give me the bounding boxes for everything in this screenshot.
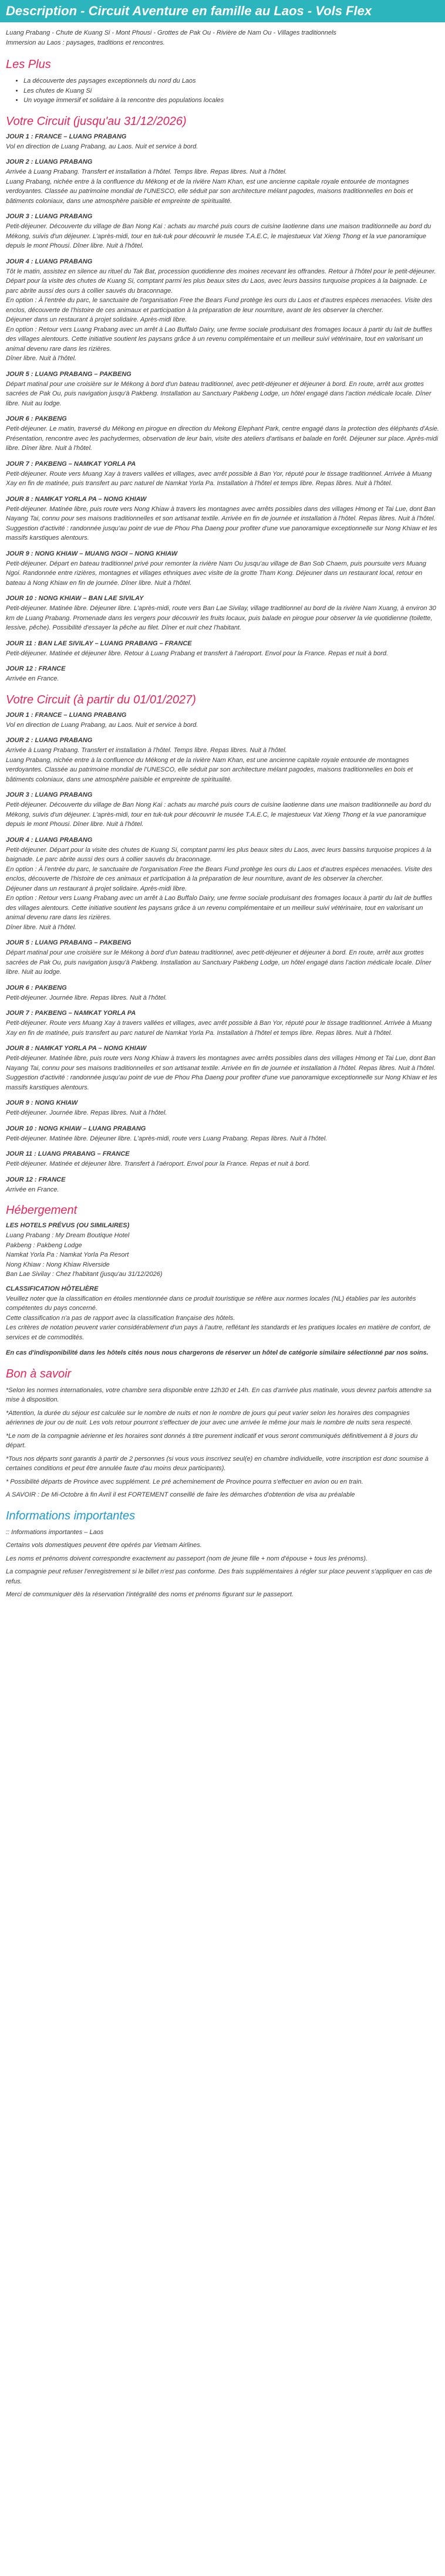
day-description: Petit-déjeuner. Route vers Muang Xay à travers vallées et villages, avec arrêt possible à Ban Yor, réputé pour le tissage traditionnel. Arrivée à Muang Xay en fin de matinée, puis transfert au parc naturel de Namkat Yorla Pa. Installation à l'hôtel et temps libre. Repas libres. Nuit à l'hôtel. <box>6 470 432 487</box>
day-title: JOUR 12 : FRANCE <box>6 665 66 672</box>
day-title: JOUR 6 : PAKBENG <box>6 415 67 422</box>
day-title: JOUR 8 : NAMKAT YORLA PA – NONG KHIAW <box>6 1045 147 1052</box>
day-title: JOUR 6 : PAKBENG <box>6 984 67 991</box>
day-description: Petit-déjeuner. Matinée libre, puis route vers Nong Khiaw à travers les montagnes avec arrêts possibles dans des villages Hmong et Tai Lue, dont Ban Nayang Tai, connu pour ses maisons traditionnelles et son artisanat textile. Arrivée en fin de journée et installation à l'hôtel. Repas libres. Nuit à l'hôtel. Suggestion d'activité : randonnée jusqu'au point de vue de Phou Pha Daeng pour profiter d'une vue panoramique exceptionnelle sur Nong Khiaw et les massifs karstiques alentours. <box>6 1055 437 1091</box>
day-description: Petit-déjeuner. Matinée et déjeuner libre. Retour à Luang Prabang et transfert à l'aéroport. Envol pour la France. Repas et nuit à bord. <box>6 649 389 657</box>
info-note: Certains vols domestiques peuvent être opérés par Vietnam Airlines. <box>6 1542 202 1549</box>
day-block <box>6 1045 439 1092</box>
bon-note: *Attention, la durée du séjour est calculée sur le nombre de nuits et non le nombre de jours qui peut varier selon les horaires des compagnies aériennes de jour ou de nuit. Les vols retour pourront s'effectuer de jour avec une arrivée le même jour mais le nombre de nuits sera respecté. <box>6 1409 413 1426</box>
day-description: Petit-déjeuner. Départ pour la visite des chutes de Kuang Si, comptant parmi les plus beaux sites du Laos, avec leurs bassins turquoise propices à la baignade. Le parc abrite aussi des ours à collier sauvés du braconnage. En option : À l'entrée du parc, le sanctuaire de l'organisation Free the Bears Fund protège les ours du Laos et d'autres espèces menacées. Visite des enclos, découverte de l'histoire de ces animaux et participation à la préparation de leur nourriture, avant de les observer la chercher. Déjeuner dans un restaurant à projet solidaire. Après-midi libre. En option : Retour vers Luang Prabang avec un arrêt à Lao Buffalo Dairy, une ferme sociale produisant des fromages locaux à partir du lait de buffles des villages alentours. Cette initiative soutient les paysans grâce à un revenu complémentaire et un meilleur suivi vétérinaire, tout en valorisant un animal devenu rare dans les rizières. Dîner libre. Nuit à l'hôtel. <box>6 846 433 931</box>
day-title: JOUR 1 : FRANCE – LUANG PRABANG <box>6 133 127 140</box>
day-block <box>6 665 439 684</box>
day-description: Arrivée à Luang Prabang. Transfert et installation à l'hôtel. Temps libre. Repas libres. Nuit à l'hôtel. Luang Prabang, nichée entre à la confluence du Mékong et de la rivière Nam Khan, est une ancienne capitale royale entourée de montagnes verdoyantes. Classée au patrimoine mondial de l'UNESCO, elle séduit par son architecture mélant pagodes, maisons traditionnelles en bois et bâtiments coloniaux, dans une atmosphère paisible et empreinte de spiritualité. <box>6 168 413 205</box>
infos-heading: Informations importantes <box>6 1509 136 1522</box>
day-block <box>6 1125 439 1144</box>
day-title: JOUR 3 : LUANG PRABANG <box>6 213 93 220</box>
day-title: JOUR 12 : FRANCE <box>6 1176 66 1183</box>
day-title: JOUR 2 : LUANG PRABANG <box>6 737 93 744</box>
bon-note: * Possibilité départs de Province avec supplément. Le pré acheminement de Province pourra s'effectuer en avion ou en train. <box>6 1478 363 1485</box>
day-block <box>6 737 439 784</box>
day-block <box>6 1010 439 1038</box>
plus-heading: Les Plus <box>6 58 51 71</box>
availability-note: En cas d'indisponibilité dans les hôtels cités nous nous chargerons de réserver un hôtel de catégorie similaire sélectionné par nos soins. <box>6 1349 429 1356</box>
day-title: JOUR 7 : PAKBENG – NAMKAT YORLA PA <box>6 1010 136 1017</box>
info-note: Les noms et prénoms doivent correspondre exactement au passeport (nom de jeune fille + nom d'épouse + tous les prénoms). <box>6 1555 368 1562</box>
hotels-title: LES HOTELS PRÉVUS (OU SIMILAIRES) <box>6 1222 130 1229</box>
day-description: Petit-déjeuner. Route vers Muang Xay à travers vallées et villages, avec arrêt possible à Ban Yor, réputé pour le tissage traditionnel. Arrivée à Muang Xay en fin de matinée, puis transfert au parc naturel de Namkat Yorla Pa. Installation à l'hôtel et temps libre. Repas libres. Nuit à l'hôtel. <box>6 1020 432 1037</box>
classification-title: CLASSIFICATION HÔTELIÈRE <box>6 1285 99 1292</box>
day-block <box>6 550 439 588</box>
day-description: Petit-déjeuner. Matinée libre, puis route vers Nong Khiaw à travers les montagnes avec arrêts possibles dans des villages Hmong et Tai Lue, dont Ban Nayang Tai, connu pour ses maisons traditionnelles et son artisanat textile. Arrivée en fin de journée et installation à l'hôtel. Repas libres. Nuit à l'hôtel. Suggestion d'activité : randonnée jusqu'au point de vue de Phou Pha Daeng pour profiter d'une vue panoramique exceptionnelle sur Nong Khiaw et les massifs karstiques alentours. <box>6 505 437 541</box>
day-description: Petit-déjeuner. Départ en bateau traditionnel privé pour remonter la rivière Nam Ou jusqu'au village de Ban Sob Chaem, puis poursuite vers Muang Ngoi. Randonnée entre rizières, montagnes et villages ethniques avec visite de la grotte Tham Kong. Déjeuner dans un restaurant local, retour en bateau à Nong Khiaw en fin de journée. Dîner libre. Nuit à l'hôtel. <box>6 560 426 587</box>
plus-item: • La découverte des paysages exceptionnels du nord du Laos <box>23 76 445 86</box>
day-block <box>6 496 439 543</box>
day-block <box>6 158 439 206</box>
day-title: JOUR 1 : FRANCE – LUANG PRABANG <box>6 711 127 719</box>
circuit2-heading: Votre Circuit (à partir du 01/01/2027) <box>6 693 196 706</box>
day-block <box>6 984 439 1003</box>
plus-list <box>0 76 445 106</box>
day-title: JOUR 11 : BAN LAE SIVILAY – LUANG PRABANG – FRANCE <box>6 639 192 647</box>
day-block <box>6 1176 439 1195</box>
day-block <box>6 595 439 633</box>
day-title: JOUR 5 : LUANG PRABANG – PAKBENG <box>6 939 132 946</box>
intro-text: Luang Prabang - Chute de Kuang Si - Mont Phousi - Grottes de Pak Ou - Rivière de Nam Ou - Villages traditionnels Immersion au Laos : paysages, traditions et rencontres. <box>6 29 336 46</box>
day-description: Arrivée en France. <box>6 1186 59 1193</box>
bon-note: *Selon les normes internationales, votre chambre sera disponible entre 12h30 et 14h. En cas d'arrivée plus matinale, vous devrez parfois attendre sa mise à disposition. <box>6 1386 431 1403</box>
day-description: Vol en direction de Luang Prabang, au Laos. Nuit et service à bord. <box>6 721 198 729</box>
day-block <box>6 640 439 659</box>
circuit1-days <box>0 133 445 684</box>
info-note: La compagnie peut refuser l'enregistrement si le billet n'est pas conforme. Des frais supplémentaires à régler sur place peuvent s'appliquer en cas de refus. <box>6 1568 432 1585</box>
day-title: JOUR 7 : PAKBENG – NAMKAT YORLA PA <box>6 460 136 468</box>
day-title: JOUR 2 : LUANG PRABANG <box>6 158 93 165</box>
day-block <box>6 939 439 977</box>
day-block <box>6 1099 439 1118</box>
day-block <box>6 837 439 933</box>
plus-item: • Les chutes de Kuang Si <box>23 86 445 96</box>
day-description: Petit-déjeuner. Journée libre. Repas libres. Nuit à l'hôtel. <box>6 1109 167 1116</box>
day-description: Petit-déjeuner. Journée libre. Repas libres. Nuit à l'hôtel. <box>6 994 167 1001</box>
day-title: JOUR 10 : NONG KHIAW – LUANG PRABANG <box>6 1125 146 1132</box>
day-description: Arrivée à Luang Prabang. Transfert et installation à l'hôtel. Temps libre. Repas libres. Nuit à l'hôtel. Luang Prabang, nichée entre à la confluence du Mékong et de la rivière Nam Khan, est une ancienne capitale royale entourée de montagnes verdoyantes. Classée au patrimoine mondial de l'UNESCO, elle séduit par son architecture mélant pagodes, maisons traditionnelles en bois et bâtiments coloniaux, dans une atmosphère paisible et empreinte de spiritualité. <box>6 747 413 783</box>
day-description: Petit-déjeuner. Découverte du village de Ban Nong Kai : achats au marché puis cours de cuisine laotienne dans une maison traditionnelle au bord du Mékong, suivis d'un déjeuner. L'après-midi, tour en tuk-tuk pour découvrir le musée T.A.E.C, le majestueux Vat Xieng Thong et la vue panoramique depuis le mont Phousi. Dîner libre. Nuit à l'hôtel. <box>6 223 431 249</box>
hebergement-heading: Hébergement <box>6 1204 77 1217</box>
day-block <box>6 791 439 830</box>
page-title: Description - Circuit Aventure en famille au Laos - Vols Flex <box>0 0 445 22</box>
day-title: JOUR 3 : LUANG PRABANG <box>6 791 93 798</box>
day-description: Petit-déjeuner. Matinée libre. Déjeuner libre. L'après-midi, route vers Luang Prabang. Repas libres. Nuit à l'hôtel. <box>6 1135 328 1142</box>
day-description: Vol en direction de Luang Prabang, au Laos. Nuit et service à bord. <box>6 143 198 150</box>
circuit2-days <box>0 712 445 1195</box>
info-note: Merci de communiquer dès la réservation l'intégralité des noms et prénoms figurant sur le passeport. <box>6 1591 294 1598</box>
day-description: Petit-déjeuner. Découverte du village de Ban Nong Kai : achats au marché puis cours de cuisine laotienne dans une maison traditionnelle au bord du Mékong, suivis d'un déjeuner. L'après-midi, tour en tuk-tuk pour découvrir le musée T.A.E.C, le majestueux Vat Xieng Thong et la vue panoramique depuis le mont Phousi. Dîner libre. Nuit à l'hôtel. <box>6 801 431 828</box>
day-title: JOUR 4 : LUANG PRABANG <box>6 258 93 265</box>
day-description: Petit-déjeuner. Matinée et déjeuner libre. Transfert à l'aéroport. Envol pour la France. Repas et nuit à bord. <box>6 1160 311 1167</box>
day-title: JOUR 10 : NONG KHIAW – BAN LAE SIVILAY <box>6 595 144 602</box>
day-title: JOUR 9 : NONG KHIAW – MUANG NGOI – NONG KHIAW <box>6 550 178 557</box>
day-title: JOUR 5 : LUANG PRABANG – PAKBENG <box>6 370 132 378</box>
day-block <box>6 371 439 409</box>
day-block <box>6 712 439 730</box>
day-description: Départ matinal pour une croisière sur le Mékong à bord d'un bateau traditionnel, avec petit-déjeuner et déjeuner à bord. En route, arrêt aux grottes sacrées de Pak Ou, puis navigation jusqu'à Pakbeng. Installation au Sanctuary Pakbeng Lodge, un hôtel engagé dans l'action médicale locale. Dîner libre. Nuit au lodge. <box>6 380 431 407</box>
day-block <box>6 258 439 364</box>
bon-note: *Tous nos départs sont garantis à partir de 2 personnes (si vous vous inscrivez seul(e) en chambre individuelle, votre inscription est donc soumise à certaines conditions et peut être annulée faute d'au moins deux participants). <box>6 1455 429 1472</box>
plus-item: • Un voyage immersif et solidaire à la rencontre des populations locales <box>23 96 445 106</box>
bon-note: *Le nom de la compagnie aérienne et les horaires sont donnés à titre purement indicatif et vous seront communiqués définitivement à 8 jours du départ. <box>6 1432 418 1449</box>
day-title: JOUR 4 : LUANG PRABANG <box>6 836 93 844</box>
day-block <box>6 213 439 251</box>
classification-text: Veuillez noter que la classification en étoiles mentionnée dans ce produit touristique se réfère aux normes locales (NL) établies par les autorités compétentes du pays concerné. Cette classification n'a pas de rapport avec la classification française des hôtels. Les critères de notation peuvent varier considérablement d'un pays à l'autre, reflétant les standards et les pratiques locales en matière de confort, de services et de commodités. <box>6 1295 431 1341</box>
day-title: JOUR 8 : NAMKAT YORLA PA – NONG KHIAW <box>6 495 147 503</box>
day-description: Petit-déjeuner. Matinée libre. Déjeuner libre. L'après-midi, route vers Ban Lae Sivilay, village traditionnel au bord de la rivière Nam Xuang, à environ 30 km de Luang Prabang. Promenade dans les vergers pour découvrir les fruits locaux, puis balade en pirogue pour observer la vie quotidienne (toilette, lessive, pêche). Possibilité d'essayer la pêche au filet. Dîner et nuit chez l'habitant. <box>6 605 436 631</box>
day-title: JOUR 9 : NONG KHIAW <box>6 1099 78 1106</box>
day-block <box>6 415 439 453</box>
circuit1-heading: Votre Circuit (jusqu'au 31/12/2026) <box>6 114 187 128</box>
hotels-list: Luang Prabang : My Dream Boutique Hotel Pakbeng : Pakbeng Lodge Namkat Yorla Pa : Namkat Yorla Pa Resort Nong Khiaw : Nong Khiaw Riverside Ban Lae Sivilay : Chez l'habitant (jusqu'au 31/12/2026) <box>6 1232 163 1278</box>
bon-a-savoir-heading: Bon à savoir <box>6 1367 72 1380</box>
day-block <box>6 1150 439 1169</box>
day-description: Départ matinal pour une croisière sur le Mékong à bord d'un bateau traditionnel, avec petit-déjeuner et déjeuner à bord. En route, arrêt aux grottes sacrées de Pak Ou, puis navigation jusqu'à Pakbeng. Installation au Sanctuary Pakbeng Lodge, un hôtel engagé dans l'action médicale locale. Dîner libre. Nuit au lodge. <box>6 949 431 976</box>
day-description: Tôt le matin, assistez en silence au rituel du Tak Bat, procession quotidienne des moines recevant les offrandes. Retour à l'hôtel pour le petit-déjeuner. Départ pour la visite des chutes de Kuang Si, comptant parmi les plus beaux sites du Laos, avec leurs bassins turquoise propices à la baignade. Le parc abrite aussi des ours à collier sauvés du braconnage. En option : À l'entrée du parc, le sanctuaire de l'organisation Free the Bears Fund protège les ours du Laos et d'autres espèces menacées. Visite des enclos, découverte de l'histoire de ces animaux et participation à la préparation de leur nourriture, avant de les observer la chercher. Déjeuner dans un restaurant à projet solidaire. Après-midi libre. En option : Retour vers Luang Prabang avec un arrêt à Lao Buffalo Dairy, une ferme sociale produisant des fromages locaux à partir du lait de buffles des villages alentours. Cette initiative soutient les paysans grâce à un revenu complémentaire et un meilleur suivi vétérinaire, tout en valorisant un animal devenu rare dans les rizières. Dîner libre. Nuit à l'hôtel. <box>6 268 436 362</box>
day-description: Arrivée en France. <box>6 675 59 682</box>
day-description: Petit-déjeuner. Le matin, traversé du Mékong en pirogue en direction du Mekong Elephant Park, centre engagé dans la protection des éléphants d'Asie. Présentation, rencontre avec les pachydermes, observation de leur bain, visite des ateliers d'artisans et balade en forêt. Déjeuner sur place. Après-midi libre. Dîner libre. Nuit à l'hôtel. <box>6 425 439 452</box>
bon-note: A SAVOIR : De Mi-Octobre à fin Avril il est FORTEMENT conseillé de faire les démarches d'obtention de visa au préalable <box>6 1491 355 1498</box>
info-note: :: Informations importantes – Laos <box>6 1528 104 1536</box>
day-block <box>6 133 439 152</box>
day-block <box>6 461 439 489</box>
day-title: JOUR 11 : LUANG PRABANG – FRANCE <box>6 1150 130 1157</box>
